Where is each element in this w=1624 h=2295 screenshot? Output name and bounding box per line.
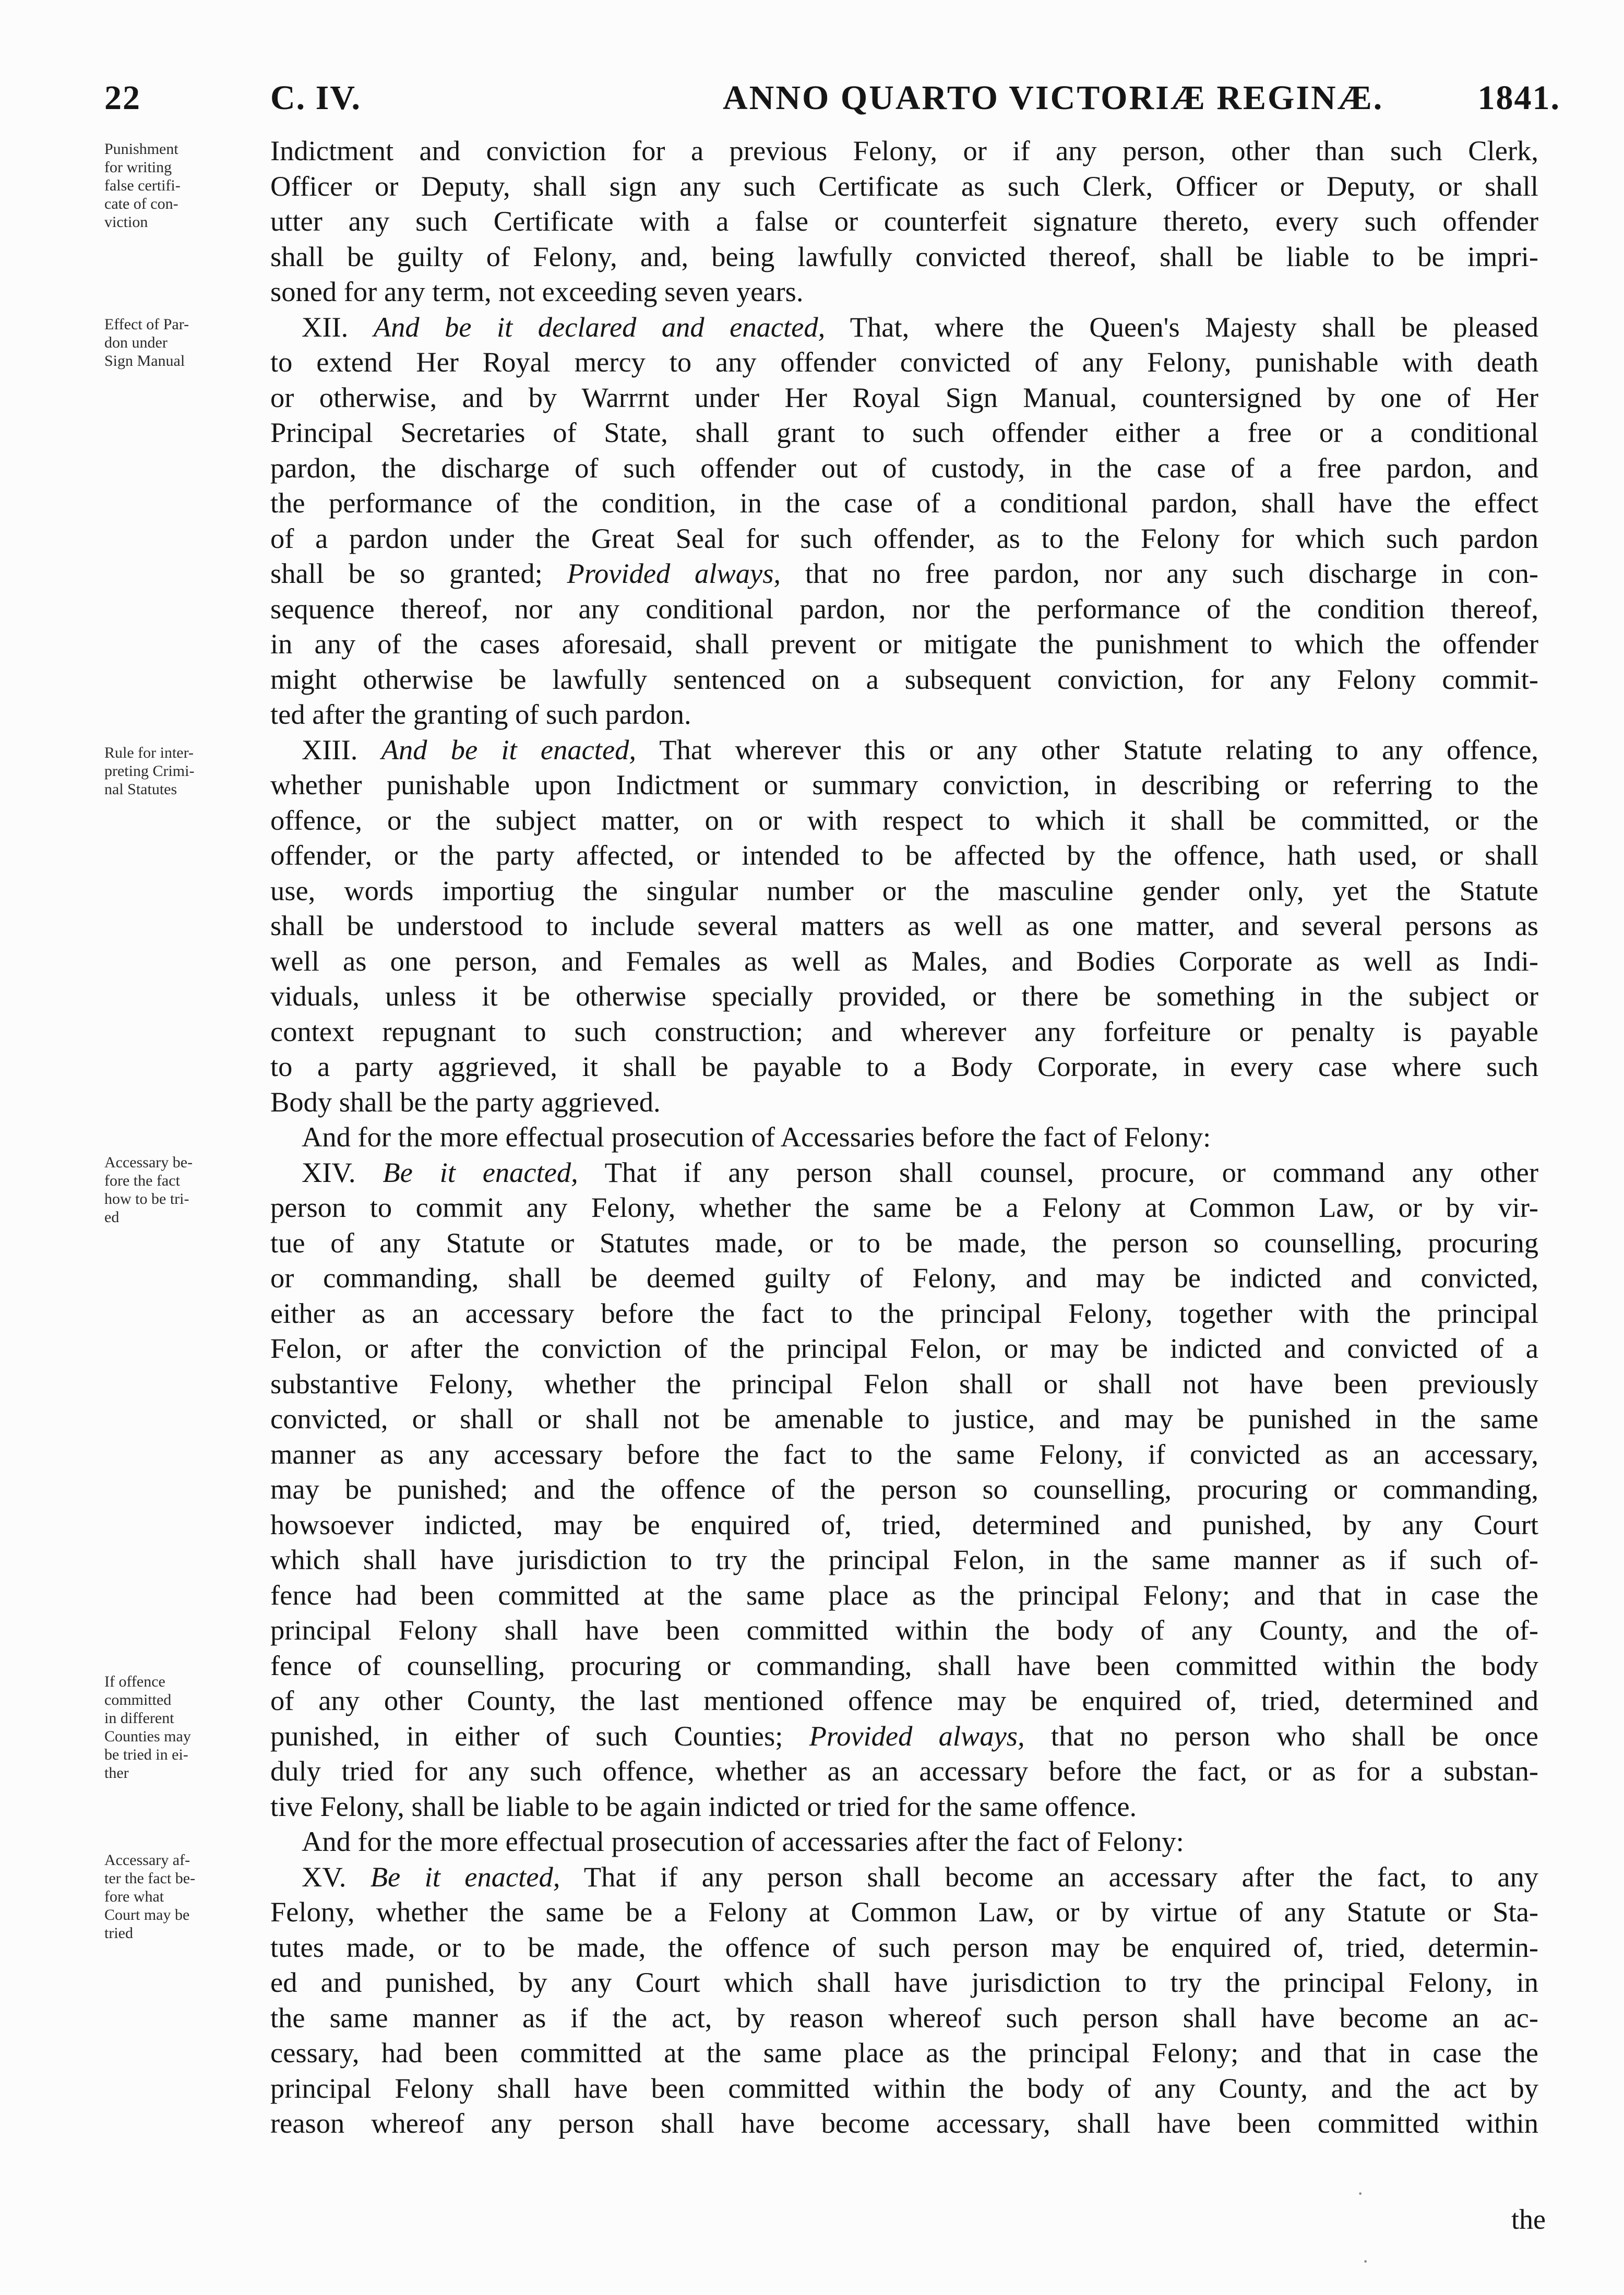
text-line: which shall have jurisdiction to try the principal Felon, in the same manner as if such of-: [270, 1544, 1538, 1575]
section-xii-opening: XII. And be it declared and enacted, That, where the Queen's Majesty shall be pleased: [302, 310, 1538, 343]
text-line: fence had been committed at the same place as the principal Felony; and that in case the: [270, 1579, 1538, 1611]
text-line: context repugnant to such construction; and wherever any forfeiture or penalty is payable: [270, 1015, 1538, 1047]
margin-note-accessary-before: Accessary be- fore the fact how to be tri- ed: [104, 1154, 193, 1226]
text-line: tive Felony, shall be liable to be again indicted or tried for the same offence.: [270, 1790, 1137, 1822]
text-line: either as an accessary before the fact to the principal Felony, together with the principal: [270, 1297, 1538, 1329]
section-xiv-opening: XIV. Be it enacted, That if any person shall counsel, procure, or command any other: [302, 1156, 1538, 1188]
section-enacting-clause: And be it enacted,: [381, 733, 637, 766]
margin-note-pardon: Effect of Par- don under Sign Manual: [104, 316, 189, 369]
text-line: shall be guilty of Felony, and, being lawfully convicted thereof, shall be liable to be impri-: [270, 240, 1538, 272]
text-line-proviso: punished, in either of such Counties; Provided always, that no person who shall be once: [270, 1719, 1538, 1752]
text-line: the same manner as if the act, by reason whereof such person shall have become an ac-: [270, 2001, 1538, 2034]
text-line: may be punished; and the offence of the person so counselling, procuring or commanding,: [270, 1473, 1538, 1505]
text-line: cessary, had been committed at the same place as the principal Felony; and that in case the: [270, 2037, 1538, 2069]
text-line: manner as any accessary before the fact to the same Felony, if convicted as an accessary,: [270, 1438, 1538, 1470]
scan-speck: ·: [1362, 2250, 1369, 2273]
section-enacting-clause: Be it enacted,: [383, 1156, 578, 1188]
text-line: to a party aggrieved, it shall be payable to a Body Corporate, in every case where such: [270, 1050, 1538, 1082]
text-line: shall be understood to include several matters as well as one matter, and several persons as: [270, 910, 1538, 941]
text-line: to extend Her Royal mercy to any offender convicted of any Felony, punishable with death: [270, 346, 1538, 378]
text-line: person to commit any Felony, whether the same be a Felony at Common Law, or by vir-: [270, 1191, 1538, 1223]
text-line: Principal Secretaries of State, shall grant to such offender either a free or a conditional: [270, 416, 1538, 448]
text-line: offender, or the party affected, or intended to be affected by the offence, hath used, or shall: [270, 839, 1538, 871]
text-line: howsoever indicted, may be enquired of, tried, determined and punished, by any Court: [270, 1508, 1538, 1540]
section-enacting-clause: And be it declared and enacted,: [373, 310, 826, 343]
text-line: in any of the cases aforesaid, shall prevent or mitigate the punishment to which the offender: [270, 628, 1538, 660]
text-line: whether punishable upon Indictment or summary conviction, in describing or referring to the: [270, 769, 1538, 800]
text-line: tue of any Statute or Statutes made, or to be made, the person so counselling, procuring: [270, 1226, 1538, 1259]
text-line: Felon, or after the conviction of the principal Felon, or may be indicted and convicted of a: [270, 1332, 1538, 1364]
text-line: reason whereof any person shall have become accessary, shall have been committed within: [270, 2107, 1538, 2139]
margin-note-interpretation: Rule for inter- preting Crimi- nal Statutes: [104, 744, 195, 798]
section-xiii-opening: XIII. And be it enacted, That wherever this or any other Statute relating to any offence,: [302, 733, 1538, 766]
section-xv-opening: XV. Be it enacted, That if any person shall become an accessary after the fact, to any: [302, 1860, 1538, 1893]
chapter-label: C. IV.: [270, 79, 362, 117]
text-line: of any other County, the last mentioned offence may be enquired of, tried, determined and: [270, 1684, 1538, 1716]
text-line: principal Felony shall have been committed within the body of any County, and the of-: [270, 1614, 1538, 1646]
section-number: XIV.: [302, 1156, 356, 1188]
margin-note-counties: If offence committed in different Counties may be tried in ei- ther: [104, 1673, 191, 1782]
page-number: 22: [104, 79, 141, 117]
text-line: well as one person, and Females as well as Males, and Bodies Corporate as well as Indi-: [270, 945, 1538, 977]
text-line: or commanding, shall be deemed guilty of Felony, and may be indicted and convicted,: [270, 1262, 1538, 1294]
text-line: principal Felony shall have been committed within the body of any County, and the act by: [270, 2072, 1538, 2104]
statute-body: [270, 133, 1538, 2141]
proviso-clause: Provided always,: [809, 1719, 1025, 1752]
section-number: XV.: [302, 1860, 347, 1893]
proviso-clause: Provided always,: [567, 557, 781, 589]
margin-note-punishment: Punishment for writing false certifi- cate of con- viction: [104, 140, 181, 231]
section-number: XIII.: [302, 733, 358, 766]
text-line: convicted, or shall or shall not be amenable to justice, and may be punished in the same: [270, 1403, 1538, 1435]
section-number: XII.: [302, 310, 349, 343]
text-line: Felony, whether the same be a Felony at Common Law, or by virtue of any Statute or Sta-: [270, 1896, 1538, 1928]
text-line: tutes made, or to be made, the offence of such person may be enquired of, tried, determin-: [270, 1931, 1538, 1963]
margin-note-accessary-after: Accessary af- ter the fact be- fore what Court may be tried: [104, 1851, 196, 1942]
text-line-preamble: And for the more effectual prosecution of accessaries after the fact of Felony:: [302, 1825, 1184, 1857]
scan-speck: ·: [1357, 2182, 1364, 2205]
text-line: offence, or the subject matter, on or with respect to which it shall be committed, or the: [270, 804, 1538, 836]
text-line: sequence thereof, nor any conditional pardon, nor the performance of the condition thereof,: [270, 592, 1538, 625]
text-line: of a pardon under the Great Seal for such offender, as to the Felony for which such pardon: [270, 522, 1538, 554]
text-line: viduals, unless it be otherwise specially provided, or there be something in the subject or: [270, 980, 1538, 1012]
text-line: ted after the granting of such pardon.: [270, 698, 691, 730]
header-year: 1841.: [1477, 79, 1560, 117]
text-line: duly tried for any such offence, whether as an accessary before the fact, or as for a substan-: [270, 1755, 1538, 1787]
text-line: the performance of the condition, in the case of a conditional pardon, shall have the effect: [270, 487, 1538, 519]
text-line: soned for any term, not exceeding seven years.: [270, 276, 804, 307]
text-line: use, words importiug the singular number or the masculine gender only, yet the Statute: [270, 874, 1538, 906]
text-line: Indictment and conviction for a previous Felony, or if any person, other than such Clerk,: [270, 135, 1538, 166]
page-header: [104, 78, 1566, 120]
text-line: ed and punished, by any Court which shall have jurisdiction to try the principal Felony, in: [270, 1966, 1538, 1998]
text-line: fence of counselling, procuring or commanding, shall have been committed within the body: [270, 1649, 1538, 1681]
text-line: pardon, the discharge of such offender out of custody, in the case of a free pardon, and: [270, 451, 1538, 484]
text-line: might otherwise be lawfully sentenced on a subsequent conviction, for any Felony commit-: [270, 663, 1538, 695]
text-line: utter any such Certificate with a false or counterfeit signature thereto, every such offender: [270, 205, 1538, 237]
text-line: or otherwise, and by Warrrnt under Her Royal Sign Manual, countersigned by one of Her: [270, 381, 1538, 413]
section-enacting-clause: Be it enacted,: [370, 1860, 560, 1893]
text-line-preamble: And for the more effectual prosecution of Accessaries before the fact of Felony:: [302, 1121, 1211, 1153]
text-line-proviso: shall be so granted; Provided always, that no free pardon, nor any such discharge in con-: [270, 557, 1538, 589]
text-line: substantive Felony, whether the principal Felon shall or shall not have been previously: [270, 1367, 1538, 1400]
catchword: the: [1511, 2204, 1546, 2235]
text-line: Body shall be the party aggrieved.: [270, 1085, 661, 1118]
running-title: ANNO QUARTO VICTORIÆ REGINÆ.: [723, 79, 1384, 117]
text-line: Officer or Deputy, shall sign any such Certificate as such Clerk, Officer or Deputy, or shall: [270, 170, 1538, 202]
